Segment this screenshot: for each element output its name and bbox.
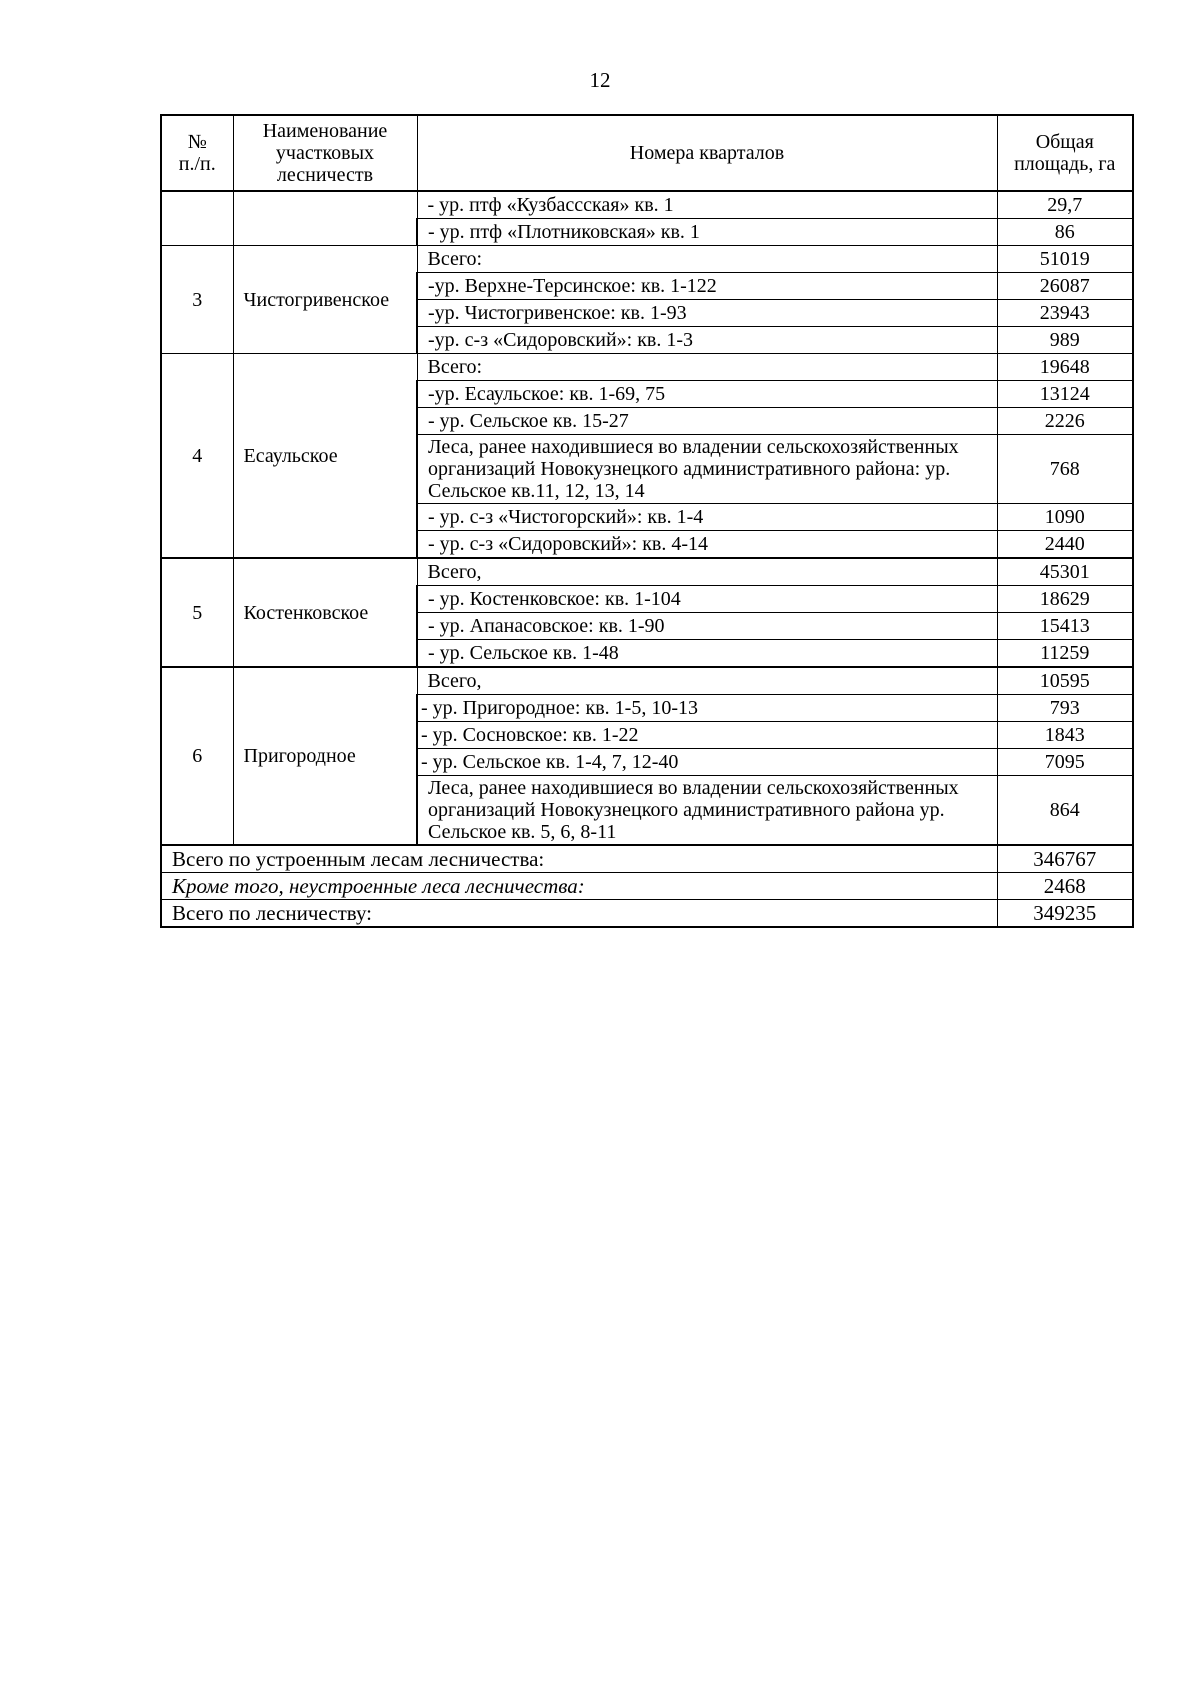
- cell-number: 6: [161, 667, 233, 845]
- cell-area: 1090: [997, 504, 1133, 531]
- cell-area: 2226: [997, 408, 1133, 435]
- cell-area: 1843: [997, 722, 1133, 749]
- cell-quarters: - ур. с-з «Сидоровский»: кв. 4-14: [417, 531, 997, 559]
- cell-forestry-name: Есаульское: [233, 354, 417, 559]
- cell-area: 793: [997, 695, 1133, 722]
- cell-quarters: - ур. Сельское кв. 1-4, 7, 12-40: [417, 749, 997, 776]
- cell-forestry-name: Пригородное: [233, 667, 417, 845]
- table-row: [161, 667, 1133, 695]
- total-managed-value: 346767: [997, 845, 1133, 873]
- cell-number: 3: [161, 246, 233, 354]
- table-row: [161, 191, 1133, 219]
- table-header-row: [161, 115, 1133, 191]
- cell-area: 29,7: [997, 191, 1133, 219]
- cell-quarters: - ур. с-з «Чистогорский»: кв. 1-4: [417, 504, 997, 531]
- cell-quarters: -ур. с-з «Сидоровский»: кв. 1-3: [417, 327, 997, 354]
- cell-area: 989: [997, 327, 1133, 354]
- cell-quarters: - ур. Сельское кв. 15-27: [417, 408, 997, 435]
- cell-area-total: 51019: [997, 246, 1133, 273]
- cell-quarters: -ур. Чистогривенское: кв. 1-93: [417, 300, 997, 327]
- cell-quarters: - ур. Сосновское: кв. 1-22: [417, 722, 997, 749]
- cell-quarters: Леса, ранее находившиеся во владении сельскохозяйственных организаций Новокузнецкого административного района: ур. Сельское кв.11, 12, 13, 14: [417, 435, 997, 504]
- cell-area-total: 45301: [997, 558, 1133, 586]
- table-row: [161, 558, 1133, 586]
- cell-quarters-total-label: Всего:: [417, 354, 997, 381]
- cell-area: 18629: [997, 586, 1133, 613]
- total-unmanaged-label: Кроме того, неустроенные леса лесничества:: [161, 873, 997, 900]
- cell-area: 13124: [997, 381, 1133, 408]
- cell-quarters: Леса, ранее находившиеся во владении сельскохозяйственных организаций Новокузнецкого административного района ур. Сельское кв. 5, 6, 8-11: [417, 776, 997, 846]
- total-unmanaged-value: 2468: [997, 873, 1133, 900]
- cell-area: 23943: [997, 300, 1133, 327]
- cell-quarters-total-label: Всего:: [417, 246, 997, 273]
- cell-forestry-name: Чистогривенское: [233, 246, 417, 354]
- header-quarter-numbers: Номера кварталов: [417, 115, 997, 191]
- cell-area: 15413: [997, 613, 1133, 640]
- cell-forestry-name: Костенковское: [233, 558, 417, 667]
- cell-quarters-total-label: Всего,: [417, 558, 997, 586]
- total-managed-label: Всего по устроенным лесам лесничества:: [161, 845, 997, 873]
- cell-quarters: -ур. Есаульское: кв. 1-69, 75: [417, 381, 997, 408]
- header-total-area: Общая площадь, га: [997, 115, 1133, 191]
- cell-quarters: - ур. Пригородное: кв. 1-5, 10-13: [417, 695, 997, 722]
- table-row: [161, 246, 1133, 273]
- total-overall-value: 349235: [997, 900, 1133, 928]
- cell-forestry-name: [233, 191, 417, 246]
- cell-number: 4: [161, 354, 233, 559]
- cell-quarters-total-label: Всего,: [417, 667, 997, 695]
- cell-quarters: - ур. птф «Плотниковская» кв. 1: [417, 219, 997, 246]
- cell-quarters: - ур. Апанасовское: кв. 1-90: [417, 613, 997, 640]
- total-managed-row: [161, 845, 1133, 873]
- cell-area: 86: [997, 219, 1133, 246]
- page-number: 12: [589, 68, 611, 92]
- total-overall-row: [161, 900, 1133, 928]
- total-overall-label: Всего по лесничеству:: [161, 900, 997, 928]
- cell-number: 5: [161, 558, 233, 667]
- cell-area: 768: [997, 435, 1133, 504]
- cell-area: 11259: [997, 640, 1133, 668]
- cell-area: 2440: [997, 531, 1133, 559]
- cell-area-total: 10595: [997, 667, 1133, 695]
- cell-number: [161, 191, 233, 246]
- total-unmanaged-row: [161, 873, 1133, 900]
- table-row: [161, 354, 1133, 381]
- cell-quarters: -ур. Верхне-Терсинское: кв. 1-122: [417, 273, 997, 300]
- cell-quarters: - ур. птф «Кузбассская» кв. 1: [417, 191, 997, 219]
- cell-area: 7095: [997, 749, 1133, 776]
- header-forestry-name: Наименование участковых лесничеств: [233, 115, 417, 191]
- cell-area-total: 19648: [997, 354, 1133, 381]
- cell-quarters: - ур. Сельское кв. 1-48: [417, 640, 997, 668]
- header-number: № п./п.: [161, 115, 233, 191]
- cell-quarters: - ур. Костенковское: кв. 1-104: [417, 586, 997, 613]
- cell-area: 26087: [997, 273, 1133, 300]
- cell-area: 864: [997, 776, 1133, 846]
- forestry-area-table: [160, 114, 1134, 928]
- table-body: [161, 191, 1133, 927]
